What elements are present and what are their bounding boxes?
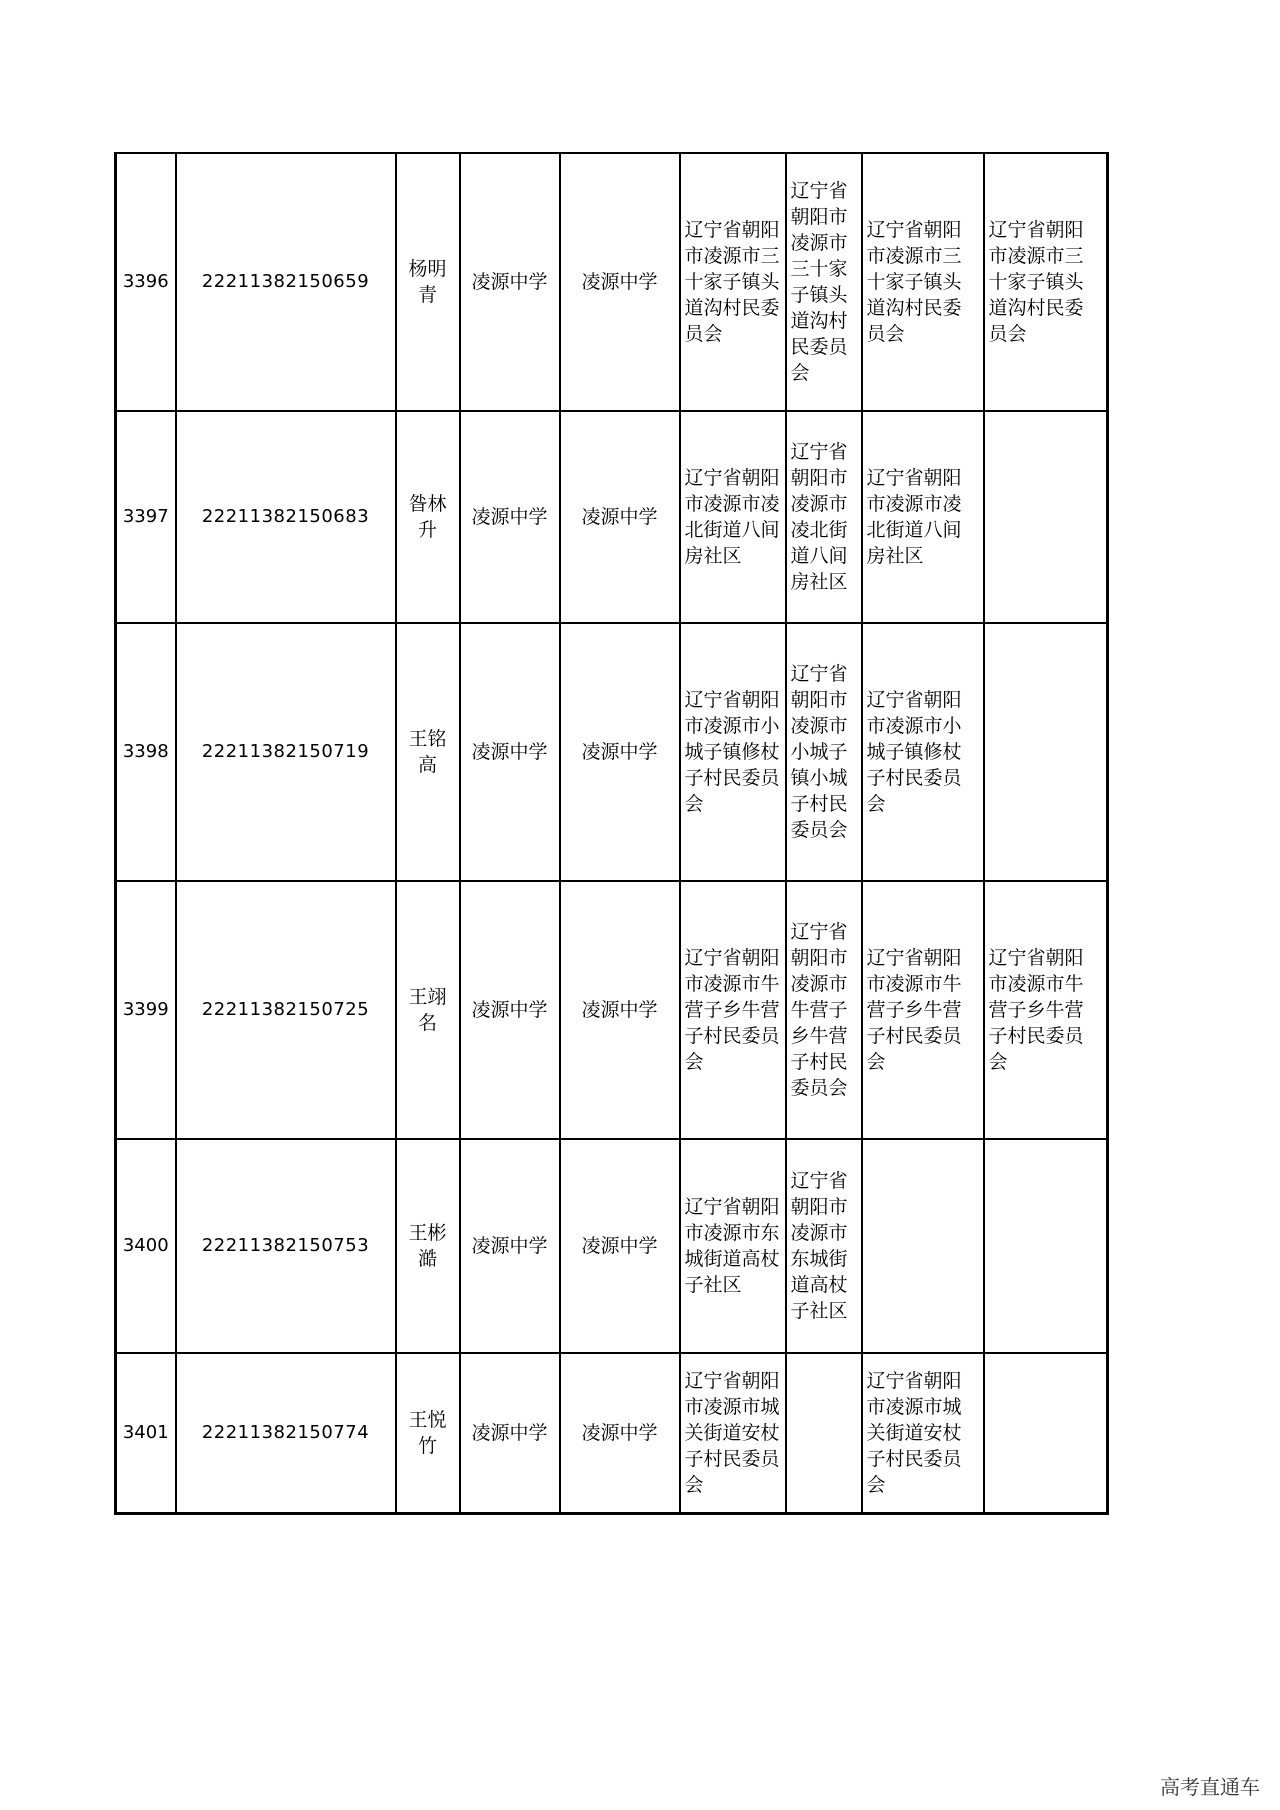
seq-cell: 3398 (116, 623, 176, 881)
address-2-cell: 辽宁省朝阳市凌源市牛营子乡牛营子村民委员会 (786, 881, 862, 1139)
address-3-cell (862, 1139, 984, 1353)
address-1-cell: 辽宁省朝阳市凌源市小城子镇修杖子村民委员会 (680, 623, 786, 881)
school-a-cell: 凌源中学 (460, 1353, 560, 1513)
table-row (116, 1139, 1108, 1353)
school-b-cell: 凌源中学 (560, 153, 680, 411)
exam-id-cell: 22211382150719 (176, 623, 396, 881)
school-a-cell: 凌源中学 (460, 623, 560, 881)
school-a-cell: 凌源中学 (460, 411, 560, 623)
address-3-cell: 辽宁省朝阳市凌源市城关街道安杖子村民委员会 (862, 1353, 984, 1513)
school-b-cell: 凌源中学 (560, 881, 680, 1139)
address-3-cell: 辽宁省朝阳市凌源市凌北街道八间房社区 (862, 411, 984, 623)
address-1-cell: 辽宁省朝阳市凌源市城关街道安杖子村民委员会 (680, 1353, 786, 1513)
address-1-cell: 辽宁省朝阳市凌源市凌北街道八间房社区 (680, 411, 786, 623)
address-1-cell: 辽宁省朝阳市凌源市牛营子乡牛营子村民委员会 (680, 881, 786, 1139)
name-cell: 王悦竹 (396, 1353, 460, 1513)
address-1-cell: 辽宁省朝阳市凌源市东城街道高杖子社区 (680, 1139, 786, 1353)
roster-table-wrap (114, 152, 1106, 1515)
address-3-cell: 辽宁省朝阳市凌源市牛营子乡牛营子村民委员会 (862, 881, 984, 1139)
table-row (116, 623, 1108, 881)
seq-cell: 3401 (116, 1353, 176, 1513)
table-row (116, 1353, 1108, 1513)
name-cell: 昝林升 (396, 411, 460, 623)
address-1-cell: 辽宁省朝阳市凌源市三十家子镇头道沟村民委员会 (680, 153, 786, 411)
exam-id-cell: 22211382150774 (176, 1353, 396, 1513)
seq-cell: 3396 (116, 153, 176, 411)
seq-cell: 3399 (116, 881, 176, 1139)
address-2-cell: 辽宁省朝阳市凌源市东城街道高杖子社区 (786, 1139, 862, 1353)
seq-cell: 3397 (116, 411, 176, 623)
roster-table (114, 152, 1109, 1515)
name-cell: 王彬澔 (396, 1139, 460, 1353)
address-4-cell (984, 411, 1108, 623)
address-4-cell (984, 623, 1108, 881)
address-4-cell (984, 1139, 1108, 1353)
address-4-cell: 辽宁省朝阳市凌源市三十家子镇头道沟村民委员会 (984, 153, 1108, 411)
table-row (116, 881, 1108, 1139)
address-2-cell: 辽宁省朝阳市凌源市三十家子镇头道沟村民委员会 (786, 153, 862, 411)
address-2-cell: 辽宁省朝阳市凌源市小城子镇小城子村民委员会 (786, 623, 862, 881)
address-4-cell (984, 1353, 1108, 1513)
school-b-cell: 凌源中学 (560, 1139, 680, 1353)
roster-body (116, 153, 1108, 1513)
school-a-cell: 凌源中学 (460, 881, 560, 1139)
school-b-cell: 凌源中学 (560, 411, 680, 623)
watermark-text: 高考直通车 (1160, 1775, 1260, 1799)
school-b-cell: 凌源中学 (560, 1353, 680, 1513)
exam-id-cell: 22211382150683 (176, 411, 396, 623)
address-2-cell: 辽宁省朝阳市凌源市凌北街道八间房社区 (786, 411, 862, 623)
table-row (116, 411, 1108, 623)
exam-id-cell: 22211382150659 (176, 153, 396, 411)
address-3-cell: 辽宁省朝阳市凌源市小城子镇修杖子村民委员会 (862, 623, 984, 881)
address-3-cell: 辽宁省朝阳市凌源市三十家子镇头道沟村民委员会 (862, 153, 984, 411)
address-4-cell: 辽宁省朝阳市凌源市牛营子乡牛营子村民委员会 (984, 881, 1108, 1139)
exam-id-cell: 22211382150753 (176, 1139, 396, 1353)
name-cell: 杨明青 (396, 153, 460, 411)
exam-id-cell: 22211382150725 (176, 881, 396, 1139)
seq-cell: 3400 (116, 1139, 176, 1353)
name-cell: 王铭高 (396, 623, 460, 881)
address-2-cell (786, 1353, 862, 1513)
school-b-cell: 凌源中学 (560, 623, 680, 881)
name-cell: 王翊名 (396, 881, 460, 1139)
school-a-cell: 凌源中学 (460, 1139, 560, 1353)
table-row (116, 153, 1108, 411)
school-a-cell: 凌源中学 (460, 153, 560, 411)
